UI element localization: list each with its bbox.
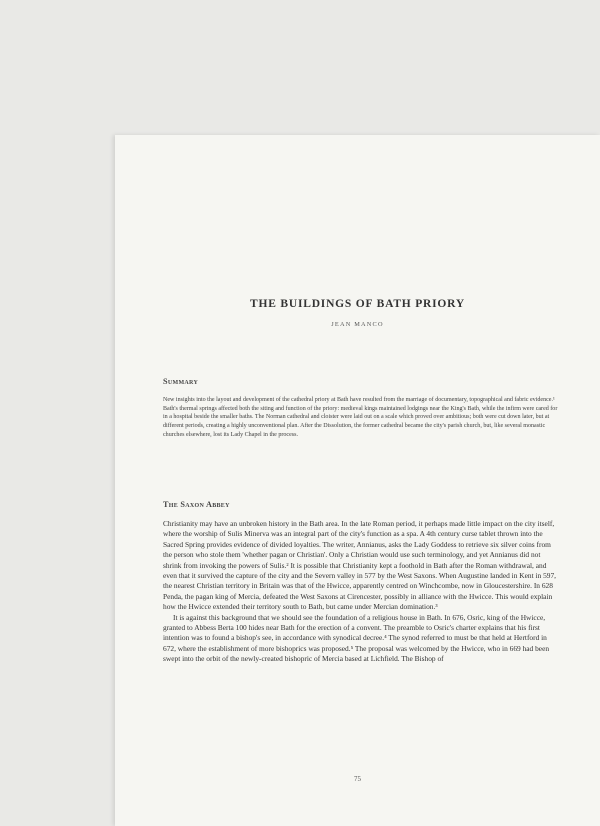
summary-paragraph: New insights into the layout and development of the cathedral priory at Bath have resulted from the marriage of documentary, topographical and fabric evidence.¹ Bath's thermal springs affected both the siting and function of the priory: medieval kings maintained lodgings near the King's Bath, while the infirm were cared for in a hospital beside the smaller baths. The Norman cathedral and cloister were laid out on a scale which proved over ambitious; both were cut down later, but at different periods, creating a highly unconventional plan. After the Dissolution, the former cathedral became the city's parish church, but, like several monastic churches elsewhere, lost its Lady Chapel in the process. <box>163 397 558 438</box>
article-title: THE BUILDINGS OF BATH PRIORY <box>250 298 465 310</box>
body-paragraph: Christianity may have an unbroken history in the Bath area. In the late Roman period, it perhaps made little impact on the city itself, where the worship of Sulis Minerva was an integral part of the city's function as a spa. A 4th century curse tablet thrown into the Sacred Spring provides evidence of divided loyalties. The writer, Annianus, asks the Lady Goddess to retrieve six silver coins from the person who stole them 'whether pagan or Christian'. Only a Christian would use such terminology, and yet Annianus did not shrink from invoking the powers of Sulis.² It is possible that Christianity kept a foothold in Bath after the Roman withdrawal, and even that it survived the capture of the city and the Severn valley in 577 by the West Saxons. When Augustine landed in Kent in 597, the nearest Christian territory in Britain was that of the Hwicce, apparently centred on Winchcombe, now in Gloucestershire. In 628 Penda, the pagan king of Mercia, defeated the West Saxons at Cirencester, possibly in alliance with the Hwicce. This would explain how the Hwicce extended their territory south to Bath, but came under Mercian domination.³ <box>163 519 557 612</box>
body-paragraph: It is against this background that we should see the foundation of a religious house in Bath. In 676, Osric, king of the Hwicce, granted to Abbess Berta 100 hides near Bath for the erection of a convent. The preamble to Osric's charter explains that his first intention was to found a bishop's see, in accordance with synodical decree.⁴ The synod referred to must be that held at Hertford in 672, where the establishment of more bishoprics was proposed.⁵ The proposal was welcomed by the Hwicce, who in 669 had been swept into the orbit of the newly-created bishopric of Mercia based at Lichfield. The Bishop of <box>163 612 550 664</box>
summary-heading: Summary <box>163 377 199 386</box>
article-author: JEAN MANCO <box>331 321 384 328</box>
saxon-abbey-section <box>163 519 560 665</box>
saxon-abbey-heading: The Saxon Abbey <box>163 500 230 509</box>
page-number: 75 <box>354 775 361 783</box>
paper-sheet <box>115 135 600 826</box>
